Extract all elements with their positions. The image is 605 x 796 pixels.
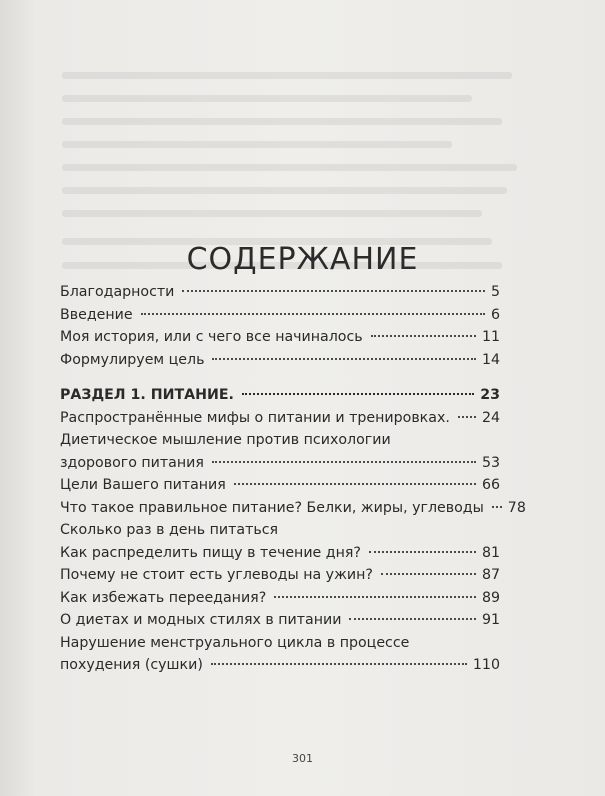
dot-leader [182,290,485,292]
show-through-line [62,141,452,148]
toc-intro-entries [60,281,500,371]
toc-entry[interactable] [60,429,500,452]
dot-leader [369,551,476,553]
dot-leader [141,313,485,315]
dot-leader [458,416,476,418]
toc-entry[interactable] [60,654,500,677]
dot-leader [492,506,502,508]
toc-entry[interactable] [60,542,500,565]
toc-entry-page-number: 14 [481,351,500,368]
toc-entry[interactable] [60,497,526,520]
dot-leader [211,663,467,665]
toc-entry-label: Нарушение менструального цикла в процессе [60,634,410,651]
section-page-number: 23 [480,387,500,403]
toc-entry-label: Почему не стоит есть углеводы на ужин? [60,567,373,583]
toc-entry-page-number: 81 [481,544,500,561]
toc-entry-page-number: 89 [481,589,500,606]
toc-entry[interactable] [60,632,500,655]
dot-leader [371,335,476,337]
dot-leader [242,393,474,395]
toc-entry-page-number: 5 [490,284,500,300]
toc-entry-label: похудения (сушки) [60,657,203,673]
toc-section-entries [60,407,526,677]
toc-entry[interactable] [60,609,500,632]
show-through-line [62,210,482,217]
toc-entry[interactable] [60,474,500,497]
dot-leader [381,573,476,575]
toc-entry-label: Моя история, или с чего все начиналось [60,329,363,345]
show-through-line [62,72,512,79]
toc-entry-label: О диетах и модных стилях в питании [60,612,342,628]
toc-entry[interactable] [60,519,500,542]
toc-entry-page-number: 11 [481,329,500,345]
toc-entry[interactable] [60,281,500,304]
toc-entry-page-number: 91 [481,612,500,628]
toc-section-heading[interactable] [60,384,500,407]
toc-entry-label: Цели Вашего питания [60,477,226,493]
toc-entry-page-number: 78 [507,499,526,516]
toc-entry-label: Распространённые мифы о питании и тренировках. [60,409,450,426]
show-through-line [62,164,517,171]
section-gap [60,371,500,384]
dot-leader [212,358,475,360]
toc-entry[interactable] [60,349,500,372]
table-of-contents [60,281,526,677]
toc-entry-page-number: 66 [481,477,500,493]
toc-entry-page-number: 24 [481,409,500,426]
toc-entry-page-number: 53 [481,454,500,471]
toc-entry[interactable] [60,407,500,430]
show-through-line [62,187,507,194]
toc-entry-page-number: 87 [481,567,500,583]
dot-leader [349,618,475,620]
toc-entry-label: Что такое правильное питание? Белки, жиры, углеводы [60,499,484,516]
toc-entry-label: Как распределить пищу в течение дня? [60,544,361,561]
dot-leader [212,461,476,463]
dot-leader [234,483,476,485]
toc-entry[interactable] [60,564,500,587]
toc-entry[interactable] [60,587,500,610]
toc-entry-label: Сколько раз в день питаться [60,522,279,538]
show-through-line [62,95,472,102]
toc-entry-label: Благодарности [60,284,175,300]
toc-entry[interactable] [60,304,500,327]
toc-entry-label: Диетическое мышление против психологии [60,432,391,448]
section-label: РАЗДЕЛ 1. ПИТАНИЕ. [60,387,234,403]
toc-entry-label: Введение [60,306,133,323]
toc-entry[interactable] [60,452,500,475]
page-title: СОДЕРЖАНИЕ [186,242,419,278]
show-through-line [62,118,502,125]
toc-entry-page-number: 110 [472,657,500,673]
toc-entry-page-number: 6 [490,306,500,323]
toc-entry-label: Как избежать переедания? [60,589,267,606]
toc-entry[interactable] [60,326,500,349]
page-number-footer: 301 [292,752,313,765]
dot-leader [274,596,476,598]
toc-entry-label: Формулируем цель [60,351,205,368]
toc-entry-label: здорового питания [60,454,204,471]
